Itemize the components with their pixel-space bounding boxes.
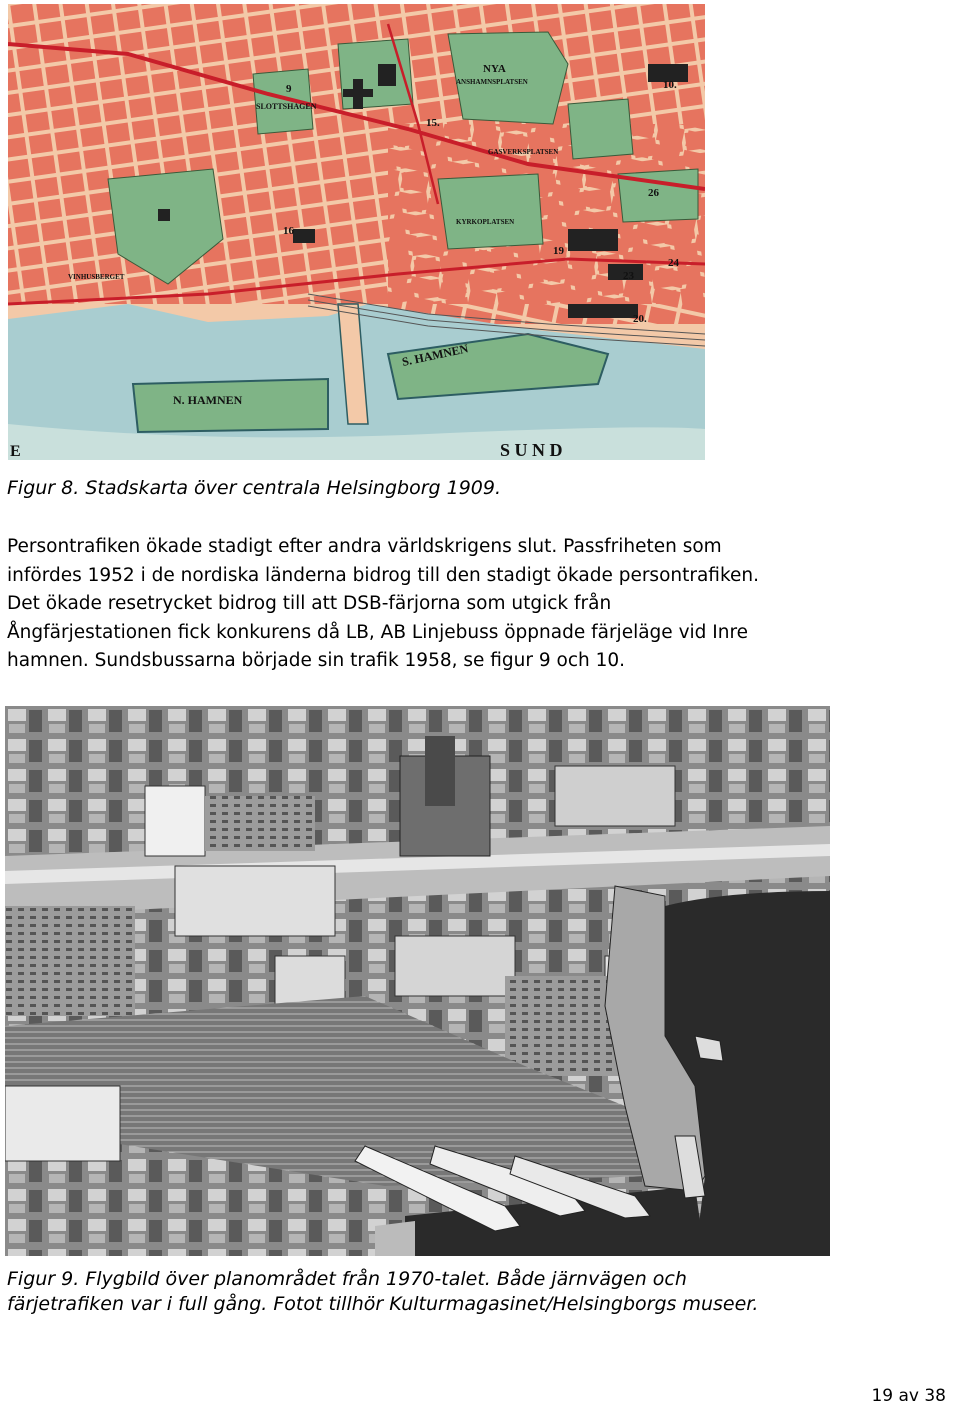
map-label-10: 10. [663, 79, 677, 91]
map-label-vinhusberg: VINHUSBERGET [68, 273, 125, 281]
figure-9-caption-line-2: färjetrafiken var i full gång. Fotot tillhör Kulturmagasinet/Helsingborgs museer. [7, 1293, 759, 1315]
paragraph-line-3: Det ökade resetrycket bidrog till att DSB-färjorna som utgick från [7, 593, 612, 614]
map-label-slottshagen: SLOTTSHAGEN [256, 102, 317, 111]
map-label-nya-sub: ANSHAMNSPLATSEN [456, 78, 528, 86]
park-kyrkoplatsen [438, 174, 543, 249]
paragraph-line-5: hamnen. Sundsbussarna började sin trafik 1958, se figur 9 och 10. [7, 650, 626, 671]
map-label-16: 16 [283, 225, 294, 237]
figure-8-caption: Figur 8. Stadskarta över centrala Helsingborg 1909. [7, 477, 502, 499]
park-east [568, 99, 633, 159]
map-label-19: 19 [553, 245, 564, 257]
map-label-e: E [10, 443, 21, 460]
page-number: 19 av 38 [871, 1386, 946, 1406]
map-label-gasverk: GASVERKSPLATSEN [488, 148, 559, 156]
map-figure-8 [8, 4, 705, 460]
map-label-26: 26 [648, 187, 659, 199]
paragraph-line-2: infördes 1952 i de nordiska länderna bidrog till den stadigt ökade persontrafiken. [7, 564, 760, 586]
map-label-nya: NYA [483, 63, 506, 75]
body-paragraph [7, 533, 947, 676]
map-label-s-hamnen: S. HAMNEN [400, 341, 470, 369]
paragraph-line-1: Persontrafiken ökade stadigt efter andra världskrigens slut. Passfriheten som [7, 536, 722, 557]
map-label-15: 15. [426, 117, 440, 129]
map-label-n-hamnen: N. HAMNEN [173, 393, 243, 407]
aerial-photo-figure-9 [5, 706, 830, 1256]
figure-9-caption-line-1: Figur 9. Flygbild över planområdet från 1970-talet. Både järnvägen och [7, 1268, 687, 1290]
map-label-23: 23 [623, 270, 634, 282]
map-label-9: 9 [286, 83, 292, 95]
map-label-24: 24 [668, 257, 679, 269]
map-label-sund: S U N D [500, 440, 563, 460]
map-label-20: 20. [633, 313, 647, 325]
paragraph-line-4: Ångfärjestationen fick konkurens då LB, AB Linjebuss öppnade färjeläge vid Inre [7, 621, 749, 643]
map-label-kyrkoplats: KYRKOPLATSEN [456, 218, 515, 226]
